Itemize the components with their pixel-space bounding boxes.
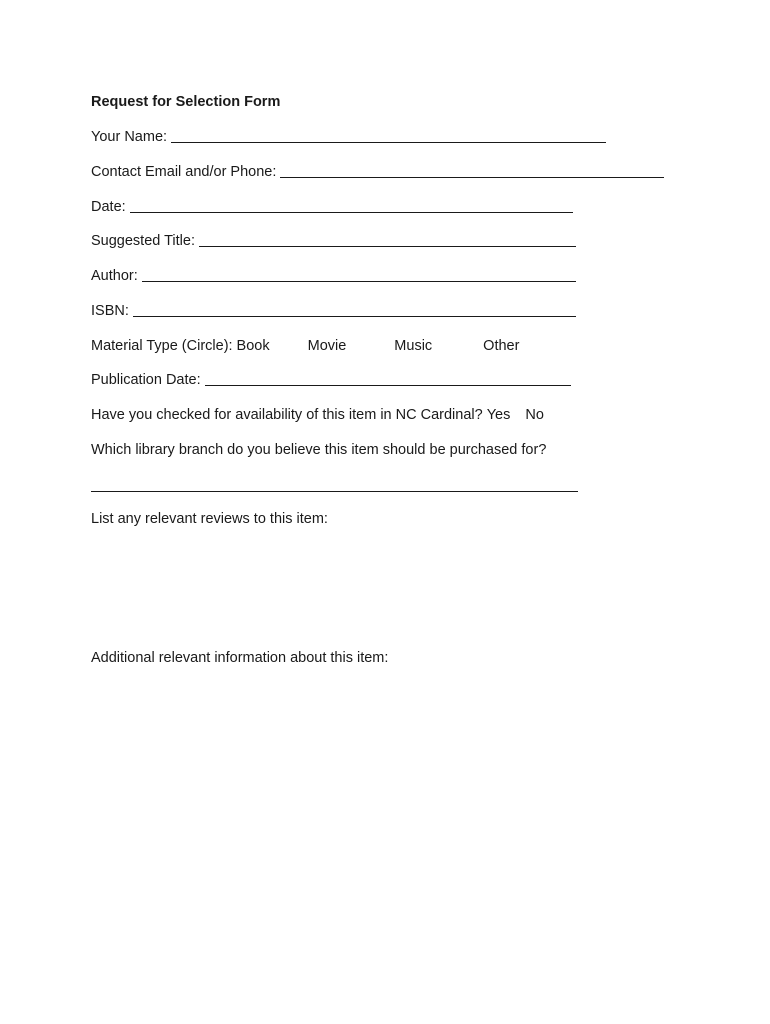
suggested-title-row — [91, 232, 576, 250]
isbn-field[interactable] — [133, 302, 576, 317]
availability-no-option[interactable]: No — [525, 407, 544, 423]
material-option-other[interactable]: Other — [483, 338, 520, 354]
date-field[interactable] — [130, 198, 573, 213]
contact-row — [91, 163, 664, 181]
material-option-book[interactable]: Book — [236, 338, 270, 354]
isbn-row — [91, 302, 576, 320]
author-row — [91, 267, 576, 285]
branch-answer-field[interactable] — [91, 491, 578, 492]
suggested-title-field[interactable] — [199, 232, 576, 247]
contact-label: Contact Email and/or Phone: — [91, 164, 277, 180]
availability-question: Have you checked for availability of this item in NC Cardinal? — [91, 407, 483, 423]
availability-yes-option[interactable]: Yes — [486, 407, 511, 423]
availability-row — [91, 406, 544, 424]
material-type-row — [91, 337, 519, 355]
date-label: Date: — [91, 199, 126, 215]
your-name-row — [91, 128, 606, 146]
branch-question: Which library branch do you believe this item should be purchased for? — [91, 442, 547, 458]
material-option-music[interactable]: Music — [394, 338, 433, 354]
material-type-label: Material Type (Circle): — [91, 338, 233, 354]
author-label: Author: — [91, 268, 138, 284]
form-title: Request for Selection Form — [91, 94, 281, 110]
material-option-movie[interactable]: Movie — [307, 338, 347, 354]
reviews-label: List any relevant reviews to this item: — [91, 511, 328, 527]
your-name-field[interactable] — [171, 128, 606, 143]
publication-date-row — [91, 371, 571, 389]
additional-info-label: Additional relevant information about this item: — [91, 650, 389, 666]
date-row — [91, 198, 573, 216]
suggested-title-label: Suggested Title: — [91, 233, 195, 249]
contact-field[interactable] — [280, 163, 664, 178]
your-name-label: Your Name: — [91, 129, 168, 145]
author-field[interactable] — [142, 267, 576, 282]
publication-date-field[interactable] — [205, 371, 571, 386]
isbn-label: ISBN: — [91, 303, 129, 319]
publication-date-label: Publication Date: — [91, 372, 201, 388]
